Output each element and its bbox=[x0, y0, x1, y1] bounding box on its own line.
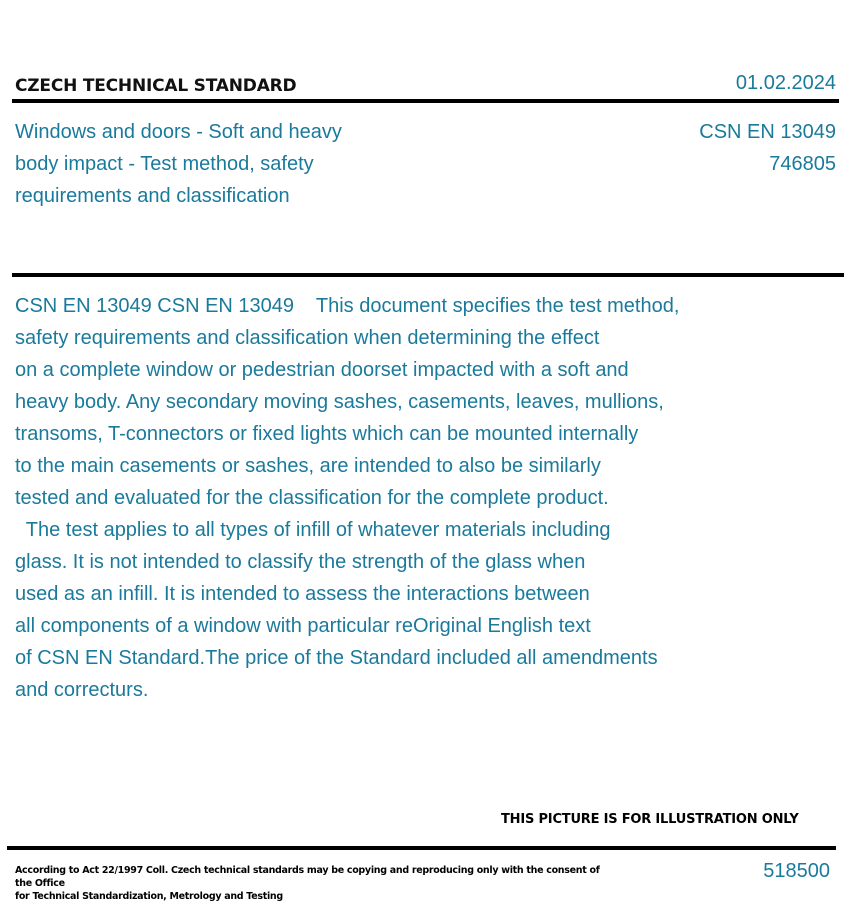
abstract-line: glass. It is not intended to classify the strength of the glass when bbox=[15, 551, 586, 573]
title-line: body impact - Test method, safety bbox=[15, 153, 314, 175]
abstract-line: tested and evaluated for the classification for the complete product. bbox=[15, 487, 609, 509]
abstract-line: The test applies to all types of infill of whatever materials including bbox=[15, 519, 611, 541]
header-divider bbox=[12, 99, 839, 103]
legal-line: for Technical Standardization, Metrology and Testing bbox=[15, 891, 283, 902]
legal-notice bbox=[15, 864, 615, 903]
publication-date: 01.02.2024 bbox=[735, 72, 836, 94]
title-divider bbox=[12, 273, 844, 277]
title-line: Windows and doors - Soft and heavy bbox=[15, 121, 342, 143]
abstract-line: all components of a window with particular reOriginal English text bbox=[15, 615, 591, 637]
footer-divider bbox=[7, 846, 836, 850]
illustration-note: THIS PICTURE IS FOR ILLUSTRATION ONLY bbox=[501, 812, 799, 827]
document-number: 518500 bbox=[763, 860, 830, 882]
abstract-line: used as an infill. It is intended to assess the interactions between bbox=[15, 583, 590, 605]
title-line: requirements and classification bbox=[15, 185, 290, 207]
abstract-line: heavy body. Any secondary moving sashes, casements, leaves, mullions, bbox=[15, 391, 664, 413]
catalog-number: 746805 bbox=[769, 153, 836, 175]
abstract-line: safety requirements and classification when determining the effect bbox=[15, 327, 600, 349]
standard-title bbox=[15, 116, 435, 212]
standard-code: CSN EN 13049 bbox=[699, 121, 836, 143]
abstract-line: of CSN EN Standard.The price of the Standard included all amendments bbox=[15, 647, 658, 669]
standard-identifiers bbox=[699, 116, 836, 180]
legal-line: According to Act 22/1997 Coll. Czech technical standards may be copying and reproducing only with the consent of the Office bbox=[15, 865, 600, 889]
abstract-line: on a complete window or pedestrian doorset impacted with a soft and bbox=[15, 359, 629, 381]
abstract-line: and correcturs. bbox=[15, 679, 149, 701]
abstract-line: CSN EN 13049 CSN EN 13049 This document specifies the test method, bbox=[15, 295, 680, 317]
document-category: CZECH TECHNICAL STANDARD bbox=[15, 76, 297, 96]
abstract-line: transoms, T-connectors or fixed lights which can be mounted internally bbox=[15, 423, 639, 445]
abstract bbox=[15, 290, 775, 706]
abstract-line: to the main casements or sashes, are intended to also be similarly bbox=[15, 455, 601, 477]
